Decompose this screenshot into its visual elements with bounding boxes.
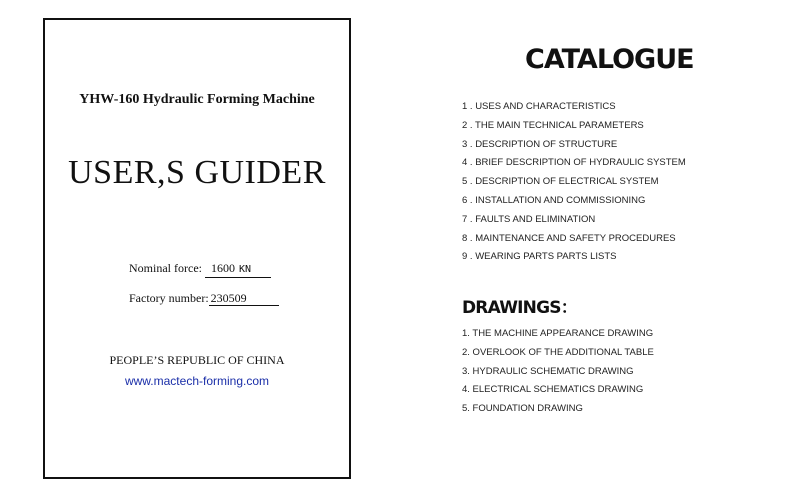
drawings-heading: DRAWINGS： — [462, 298, 577, 318]
factory-number-label: Factory number: — [129, 291, 209, 305]
catalogue-item: 2 . THE MAIN TECHNICAL PARAMETERS — [462, 119, 644, 131]
drawing-item: 2. OVERLOOK OF THE ADDITIONAL TABLE — [462, 346, 654, 358]
drawing-item: 4. ELECTRICAL SCHEMATICS DRAWING — [462, 384, 644, 396]
nominal-force-value-line — [205, 261, 271, 278]
catalogue-item: 4 . BRIEF DESCRIPTION OF HYDRAULIC SYSTEM — [462, 157, 686, 169]
website-link[interactable]: www.mactech-forming.com — [124, 374, 270, 388]
drawing-item: 5. FOUNDATION DRAWING — [462, 403, 583, 415]
cover-page — [43, 18, 351, 479]
catalogue-item: 8 . MAINTENANCE AND SAFETY PROCEDURES — [462, 232, 676, 244]
nominal-force-label: Nominal force: — [129, 261, 202, 275]
catalogue-item: 9 . WEARING PARTS PARTS LISTS — [462, 251, 617, 263]
catalogue-item: 6 . INSTALLATION AND COMMISSIONING — [462, 194, 646, 206]
drawing-item: 1. THE MACHINE APPEARANCE DRAWING — [462, 328, 654, 339]
machine-title: YHW-160 Hydraulic Forming Machine — [79, 92, 315, 107]
catalogue-list — [462, 98, 686, 267]
catalogue-item: 5 . DESCRIPTION OF ELECTRICAL SYSTEM — [462, 176, 659, 188]
country-text: PEOPLE’S REPUBLIC OF CHINA — [109, 353, 285, 367]
catalogue-item: 1 . USES AND CHARACTERISTICS — [462, 101, 616, 112]
nominal-force-value: 1600 — [210, 261, 235, 275]
catalogue-heading: CATALOGUE — [525, 44, 694, 75]
catalogue-item: 3 . DESCRIPTION OF STRUCTURE — [462, 138, 618, 150]
drawings-list — [462, 325, 654, 419]
nominal-force-field — [129, 261, 271, 278]
document-title: USER,S GUIDER — [68, 154, 326, 191]
factory-number-value: 230509 — [209, 291, 279, 306]
catalogue-item: 7 . FAULTS AND ELIMINATION — [462, 213, 596, 225]
nominal-force-unit: KN — [238, 264, 252, 275]
drawing-item: 3. HYDRAULIC SCHEMATIC DRAWING — [462, 365, 634, 377]
factory-number-field — [129, 291, 279, 306]
